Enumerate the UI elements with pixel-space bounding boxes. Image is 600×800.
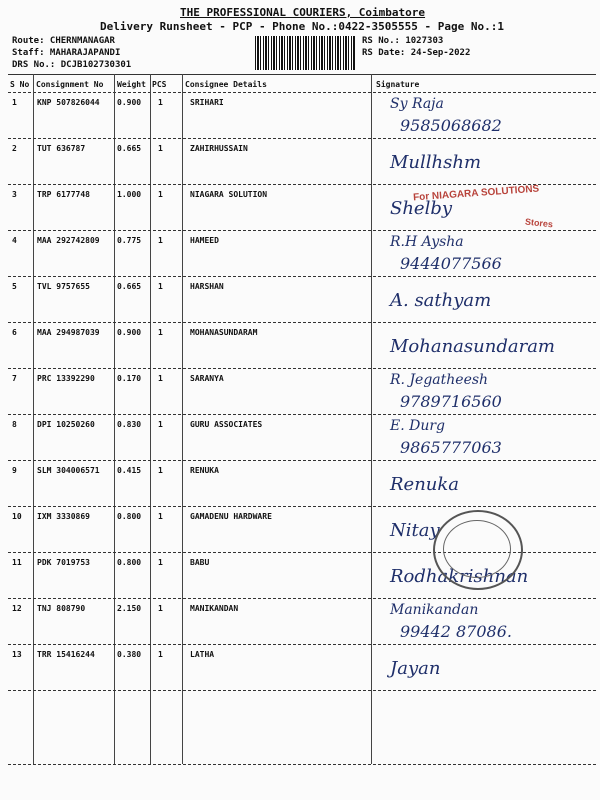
pcs-value: 1 xyxy=(158,328,163,337)
row-divider xyxy=(8,230,596,231)
consignment-number: MAA 292742809 xyxy=(37,236,100,245)
consignee-name: MANIKANDAN xyxy=(190,604,239,613)
weight-value: 0.900 xyxy=(117,328,142,337)
consignment-number: DPI 10250260 xyxy=(37,420,95,429)
handwritten-signature: Nitay xyxy=(390,520,440,541)
consignment-number: TRR 15416244 xyxy=(37,650,95,659)
row-divider xyxy=(8,322,596,323)
col-header-weight: Weight xyxy=(117,80,146,89)
column-divider xyxy=(33,74,34,764)
column-divider xyxy=(371,74,372,764)
consignee-name: BABU xyxy=(190,558,210,567)
weight-value: 1.000 xyxy=(117,190,142,199)
pcs-value: 1 xyxy=(158,282,163,291)
handwritten-phone: 9789716560 xyxy=(400,392,502,411)
consignee-name: SRIHARI xyxy=(190,98,224,107)
pcs-value: 1 xyxy=(158,144,163,153)
weight-value: 0.800 xyxy=(117,512,142,521)
handwritten-signature: E. Durg xyxy=(390,418,446,434)
handwritten-signature: Sy Raja xyxy=(390,96,444,112)
handwritten-signature: Rodhakrishnan xyxy=(390,566,529,587)
row-divider xyxy=(8,598,596,599)
column-divider xyxy=(182,74,183,764)
pcs-value: 1 xyxy=(158,650,163,659)
pcs-value: 1 xyxy=(158,558,163,567)
handwritten-signature: Mohanasundaram xyxy=(390,336,555,357)
row-sno: 11 xyxy=(12,558,22,567)
row-divider xyxy=(8,460,596,461)
consignment-number: KNP 507826044 xyxy=(37,98,100,107)
header-bottom-rule xyxy=(8,92,596,93)
company-stamp-line: For NIAGARA SOLUTIONS xyxy=(412,183,540,204)
rs-number: RS No.: 1027303 xyxy=(362,36,444,46)
col-header-sno: S No xyxy=(10,80,30,89)
handwritten-signature: Renuka xyxy=(390,474,460,495)
row-sno: 1 xyxy=(12,98,17,107)
consignment-number: PDK 7019753 xyxy=(37,558,90,567)
col-header-consignment: Consignment No xyxy=(36,80,104,89)
row-divider xyxy=(8,276,596,277)
weight-value: 0.775 xyxy=(117,236,142,245)
consignment-number: TNJ 808790 xyxy=(37,604,86,613)
handwritten-signature: R. Jegatheesh xyxy=(390,372,489,388)
weight-value: 0.830 xyxy=(117,420,142,429)
weight-value: 0.900 xyxy=(117,98,142,107)
handwritten-signature: A. sathyam xyxy=(390,290,492,311)
row-sno: 10 xyxy=(12,512,22,521)
row-sno: 2 xyxy=(12,144,17,153)
pcs-value: 1 xyxy=(158,604,163,613)
row-sno: 12 xyxy=(12,604,22,613)
pcs-value: 1 xyxy=(158,420,163,429)
column-divider xyxy=(114,74,115,764)
weight-value: 0.665 xyxy=(117,282,142,291)
pcs-value: 1 xyxy=(158,512,163,521)
consignment-number: TVL 9757655 xyxy=(37,282,90,291)
row-divider xyxy=(8,506,596,507)
consignee-name: ZAHIRHUSSAIN xyxy=(190,144,248,153)
handwritten-signature: Mullhshm xyxy=(390,152,482,173)
consignment-number: SLM 304006571 xyxy=(37,466,100,475)
weight-value: 0.380 xyxy=(117,650,142,659)
company-stamp-line: Stores xyxy=(524,216,554,230)
handwritten-signature: R.H Aysha xyxy=(390,234,464,250)
pcs-value: 1 xyxy=(158,98,163,107)
consignee-name: NIAGARA SOLUTION xyxy=(190,190,268,199)
handwritten-phone: 99442 87086. xyxy=(400,622,512,641)
weight-value: 2.150 xyxy=(117,604,142,613)
weight-value: 0.415 xyxy=(117,466,142,475)
handwritten-phone: 9444077566 xyxy=(400,254,502,273)
column-divider xyxy=(150,74,151,764)
weight-value: 0.800 xyxy=(117,558,142,567)
row-sno: 13 xyxy=(12,650,22,659)
row-divider xyxy=(8,690,596,691)
consignee-name: HAMEED xyxy=(190,236,219,245)
handwritten-signature: Jayan xyxy=(390,658,441,679)
weight-value: 0.665 xyxy=(117,144,142,153)
document-title: THE PROFESSIONAL COURIERS, Coimbatore xyxy=(180,6,426,19)
table-bottom-rule xyxy=(8,764,596,765)
consignee-name: SARANYA xyxy=(190,374,224,383)
row-divider xyxy=(8,414,596,415)
consignee-name: LATHA xyxy=(190,650,215,659)
row-divider xyxy=(8,368,596,369)
consignment-number: PRC 13392290 xyxy=(37,374,95,383)
consignee-name: GAMADENU HARDWARE xyxy=(190,512,272,521)
drs-number: DRS No.: DCJB102730301 xyxy=(12,60,132,70)
row-sno: 9 xyxy=(12,466,17,475)
header-top-rule xyxy=(8,74,596,75)
consignee-name: RENUKA xyxy=(190,466,219,475)
handwritten-signature: Manikandan xyxy=(390,602,479,618)
handwritten-phone: 9585068682 xyxy=(400,116,502,135)
pcs-value: 1 xyxy=(158,466,163,475)
row-sno: 8 xyxy=(12,420,17,429)
row-sno: 5 xyxy=(12,282,17,291)
route-label: Route: CHERNMANAGAR xyxy=(12,36,115,46)
pcs-value: 1 xyxy=(158,374,163,383)
row-divider xyxy=(8,138,596,139)
row-sno: 6 xyxy=(12,328,17,337)
row-sno: 7 xyxy=(12,374,17,383)
rs-date: RS Date: 24-Sep-2022 xyxy=(362,48,471,58)
pcs-value: 1 xyxy=(158,236,163,245)
pcs-value: 1 xyxy=(158,190,163,199)
consignment-number: TUT 636787 xyxy=(37,144,86,153)
row-divider xyxy=(8,644,596,645)
barcode xyxy=(255,36,355,70)
staff-label: Staff: MAHARAJAPANDI xyxy=(12,48,121,58)
handwritten-phone: 9865777063 xyxy=(400,438,502,457)
col-header-details: Consignee Details xyxy=(185,80,267,89)
row-sno: 4 xyxy=(12,236,17,245)
consignee-name: GURU ASSOCIATES xyxy=(190,420,263,429)
consignee-name: HARSHAN xyxy=(190,282,224,291)
col-header-signature: Signature xyxy=(376,80,420,89)
handwritten-signature: Shelby xyxy=(390,198,453,219)
consignment-number: TRP 6177748 xyxy=(37,190,90,199)
weight-value: 0.170 xyxy=(117,374,142,383)
col-header-pcs: PCS xyxy=(152,80,167,89)
consignment-number: IXM 3330869 xyxy=(37,512,90,521)
row-sno: 3 xyxy=(12,190,17,199)
consignment-number: MAA 294987039 xyxy=(37,328,100,337)
document-subtitle: Delivery Runsheet - PCP - Phone No.:0422-3505555 - Page No.:1 xyxy=(100,20,504,33)
rubber-stamp xyxy=(433,510,523,590)
consignee-name: MOHANASUNDARAM xyxy=(190,328,258,337)
